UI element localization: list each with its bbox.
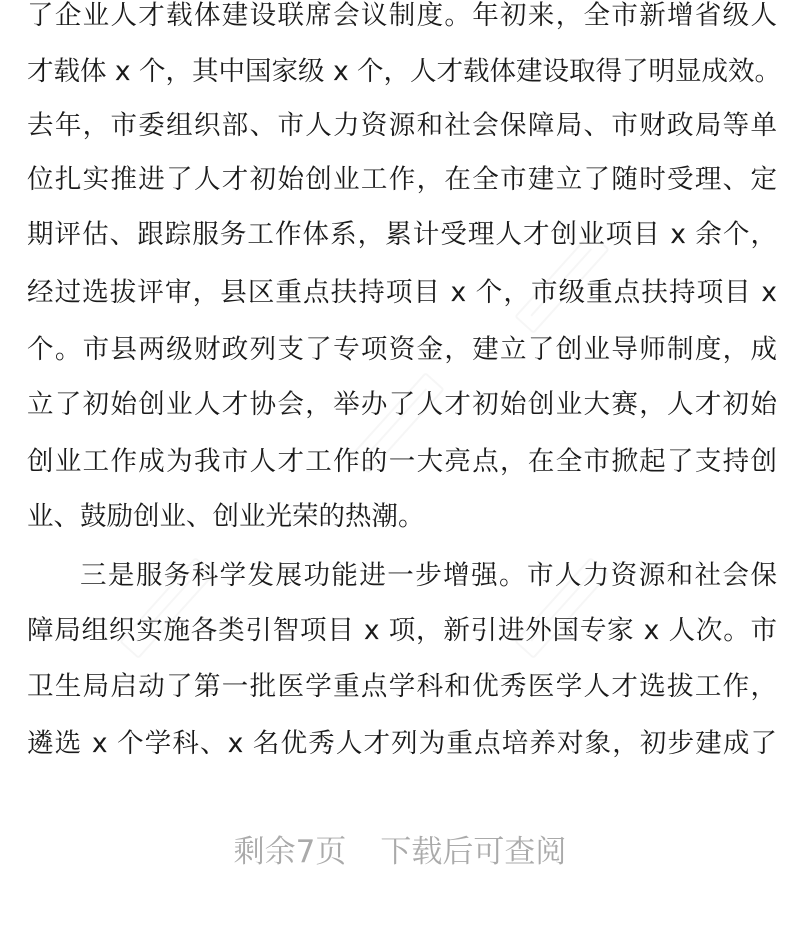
text-line: 位扎实推进了人才初始创业工作，在全市建立了随时受理、定 bbox=[27, 164, 777, 195]
text-line: 经过选拔评审，县区重点扶持项目 x 个，市级重点扶持项目 x bbox=[27, 277, 777, 308]
text-line: 创业工作成为我市人才工作的一大亮点，在全市掀起了支持创 bbox=[27, 446, 777, 477]
text-line: 才载体 x 个，其中国家级 x 个，人才载体建设取得了明显成效。 bbox=[27, 56, 782, 87]
text-line: 立了初始创业人才协会，举办了人才初始创业大赛，人才初始 bbox=[27, 389, 777, 420]
text-line: 期评估、跟踪服务工作体系，累计受理人才创业项目 x 余个， bbox=[27, 219, 777, 250]
text-line: 个。市县两级财政列支了专项资金，建立了创业导师制度，成 bbox=[27, 334, 777, 365]
text-line: 业、鼓励创业、创业光荣的热潮。 bbox=[27, 501, 425, 532]
download-to-view-label: 下载后可查阅 bbox=[380, 834, 567, 870]
text-line: 卫生局启动了第一批医学重点学科和优秀医学人才选拔工作， bbox=[27, 671, 777, 702]
text-line: 遴选 x 个学科、x 名优秀人才列为重点培养对象，初步建成了 bbox=[27, 728, 777, 759]
paragraph-first-line: 三是服务科学发展功能进一步增强。市人力资源和社会保 bbox=[80, 560, 777, 591]
text-line: 去年，市委组织部、市人力资源和社会保障局、市财政局等单 bbox=[27, 110, 777, 141]
remaining-pages-label: 剩余7页 bbox=[233, 834, 347, 870]
text-line: 了企业人才载体建设联席会议制度。年初来，全市新增省级人 bbox=[27, 0, 777, 31]
text-line: 障局组织实施各类引智项目 x 项，新引进外国专家 x 人次。市 bbox=[27, 615, 777, 646]
download-prompt[interactable] bbox=[0, 828, 800, 876]
